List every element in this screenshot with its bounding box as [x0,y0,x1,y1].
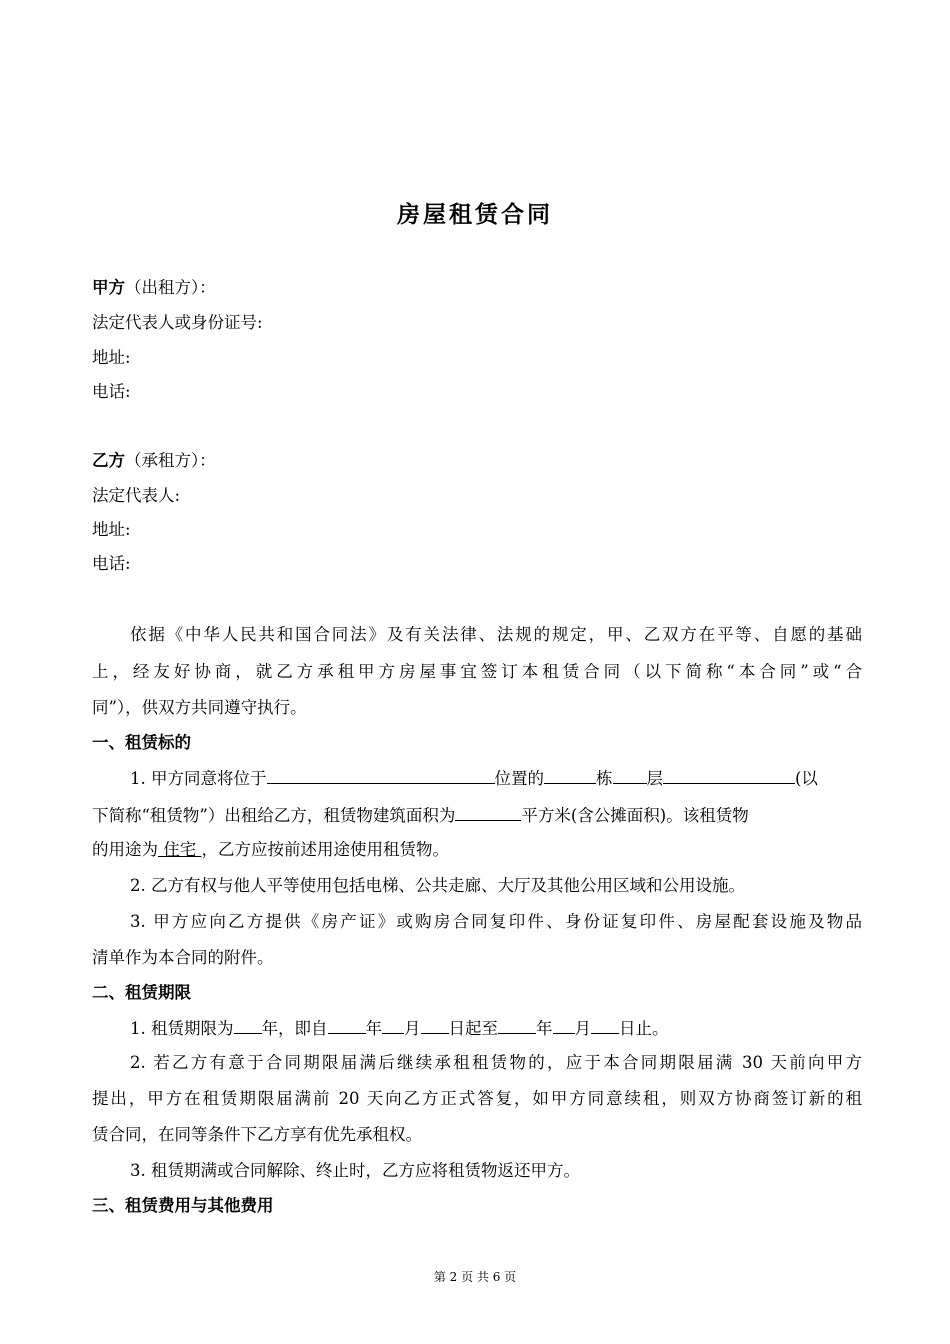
s1-text: ，乙方应按前述用途使用租赁物。 [201,840,449,859]
s1-clause-1-line-3 [92,838,862,862]
party-b-label: 乙方 [92,451,125,470]
start-day-blank [421,1015,449,1034]
intro-line-2: 上，经友好协商，就乙方承租甲方房屋事宜签订本租赁合同（以下简称“本合同”或“合 [92,662,862,681]
s1-clause-2: 2. 乙方有权与他人平等使用包括电梯、公共走廊、大厅及其他公用区域和公用设施。 [130,876,745,895]
s2-text: 年 [365,1019,382,1038]
party-a-line [92,276,862,300]
usage-value: 住宅 [158,840,202,859]
end-day-blank [591,1015,619,1034]
party-b-rep-field: 法定代表人: [92,486,181,505]
page-title: 房屋租赁合同 [397,202,553,228]
s2-text: 月 [574,1019,591,1038]
s2-text: 年，即自 [261,1019,328,1038]
s2-clause-1 [130,1015,862,1041]
party-a-id-field: 法定代表人或身份证号: [92,313,263,332]
s2-clause-2-line-2: 提出，甲方在租赁期限届满前 20 天向乙方正式答复，如甲方同意续租，则双方协商签订新的租 [92,1089,862,1108]
s1-text: 1. 甲方同意将位于 [130,769,267,788]
s2-clause-2-line-3: 赁合同，在同等条件下乙方享有优先承租权。 [92,1125,422,1144]
location-blank [267,765,495,784]
s1-text: 下简称“租赁物”）出租给乙方，租赁物建筑面积为 [92,806,456,825]
s1-clause-1-line-2 [92,802,862,828]
s2-clause-2-line-1: 2. 若乙方有意于合同期限届满后继续承租租赁物的，应于本合同期限届满 30 天前向甲方 [130,1053,862,1072]
start-year-blank [328,1015,366,1034]
s1-clause-1-line-1 [130,765,862,791]
page-number-footer: 第 2 页 共 6 页 [433,1270,517,1284]
end-month-blank [553,1015,575,1034]
s2-text: 1. 租赁期限为 [130,1019,234,1038]
s2-text: 月 [404,1019,421,1038]
s1-text: 位置的 [494,769,544,788]
s1-text: 层 [646,769,663,788]
s1-clause-3-line-1: 3. 甲方应向乙方提供《房产证》或购房合同复印件、身份证复印件、房屋配套设施及物品 [130,912,862,931]
s1-text: 平方米(含公摊面积)。该租赁物 [521,806,749,825]
building-blank [544,765,596,784]
party-b-phone-field: 电话: [92,554,131,573]
s2-text: 日止。 [619,1019,669,1038]
s1-text: (以 [795,769,818,788]
area-blank [455,802,521,821]
intro-line-3: 同”），供双方共同遵守执行。 [92,698,307,717]
extra-blank [663,765,795,784]
section-2-heading: 二、租赁期限 [92,983,191,1002]
party-a-address-field: 地址: [92,348,131,367]
party-a-phone-field: 电话: [92,382,131,401]
end-year-blank [498,1015,536,1034]
party-a-role: （出租方）： [125,278,216,297]
section-1-heading: 一、租赁标的 [92,733,191,752]
section-3-heading: 三、租赁费用与其他费用 [92,1196,274,1215]
start-month-blank [382,1015,404,1034]
intro-line-1: 依据《中华人民共和国合同法》及有关法律、法规的规定，甲、乙双方在平等、自愿的基础 [130,625,862,644]
party-b-line [92,449,862,473]
party-a-label: 甲方 [92,278,125,297]
party-b-address-field: 地址: [92,520,131,539]
s2-text: 日起至 [448,1019,498,1038]
s2-clause-3: 3. 租赁期满或合同解除、终止时，乙方应将租赁物返还甲方。 [130,1161,580,1180]
party-b-role: （承租方）： [125,451,216,470]
s1-text: 栋 [596,769,613,788]
years-blank [234,1015,262,1034]
s1-text: 的用途为 [92,840,158,859]
floor-blank [613,765,647,784]
s2-text: 年 [536,1019,553,1038]
s1-clause-3-line-2: 清单作为本合同的附件。 [92,948,274,967]
